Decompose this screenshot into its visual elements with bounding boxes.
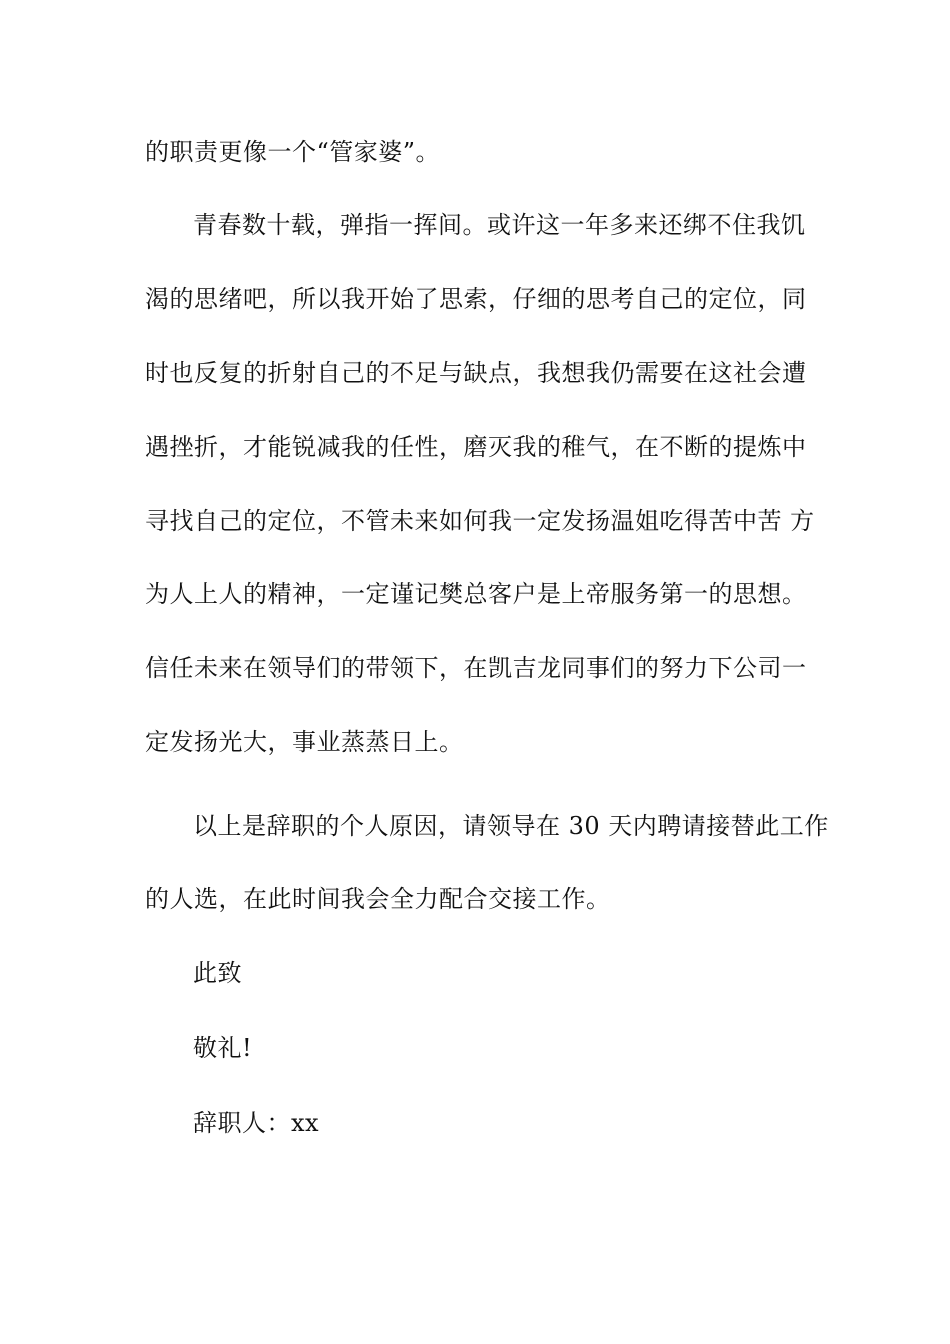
- text-line-2: 青春数十载，弹指一挥间。或许这一年多来还绑不住我饥: [193, 211, 806, 239]
- text-line-4: 时也反复的折射自己的不足与缺点，我想我仍需要在这社会遭: [145, 359, 807, 387]
- text-line-5: 遇挫折，才能锐减我的任性，磨灭我的稚气，在不断的提炼中: [145, 433, 807, 461]
- text-line-11: 的人选，在此时间我会全力配合交接工作。: [145, 885, 611, 913]
- text-line-9: 定发扬光大，事业蒸蒸日上。: [145, 728, 464, 756]
- text-line-10: 以上是辞职的个人原因，请领导在 30 天内聘请接替此工作: [193, 812, 829, 840]
- text-line-6: 寻找自己的定位，不管未来如何我一定发扬温姐吃得苦中苦 方: [145, 507, 815, 535]
- text-line-1: 的职责更像一个“管家婆”。: [145, 138, 441, 166]
- closing-salutation: 此致: [193, 959, 242, 987]
- closing-regards: 敬礼!: [193, 1034, 253, 1062]
- text-line-8: 信任未来在领导们的带领下，在凯吉龙同事们的努力下公司一: [145, 654, 807, 682]
- text-line-7: 为人上人的精神，一定谨记樊总客户是上帝服务第一的思想。: [145, 580, 807, 608]
- text-line-3: 渴的思绪吧，所以我开始了思索，仔细的思考自己的定位，同: [145, 285, 807, 313]
- signature-line: 辞职人：xx: [193, 1109, 320, 1137]
